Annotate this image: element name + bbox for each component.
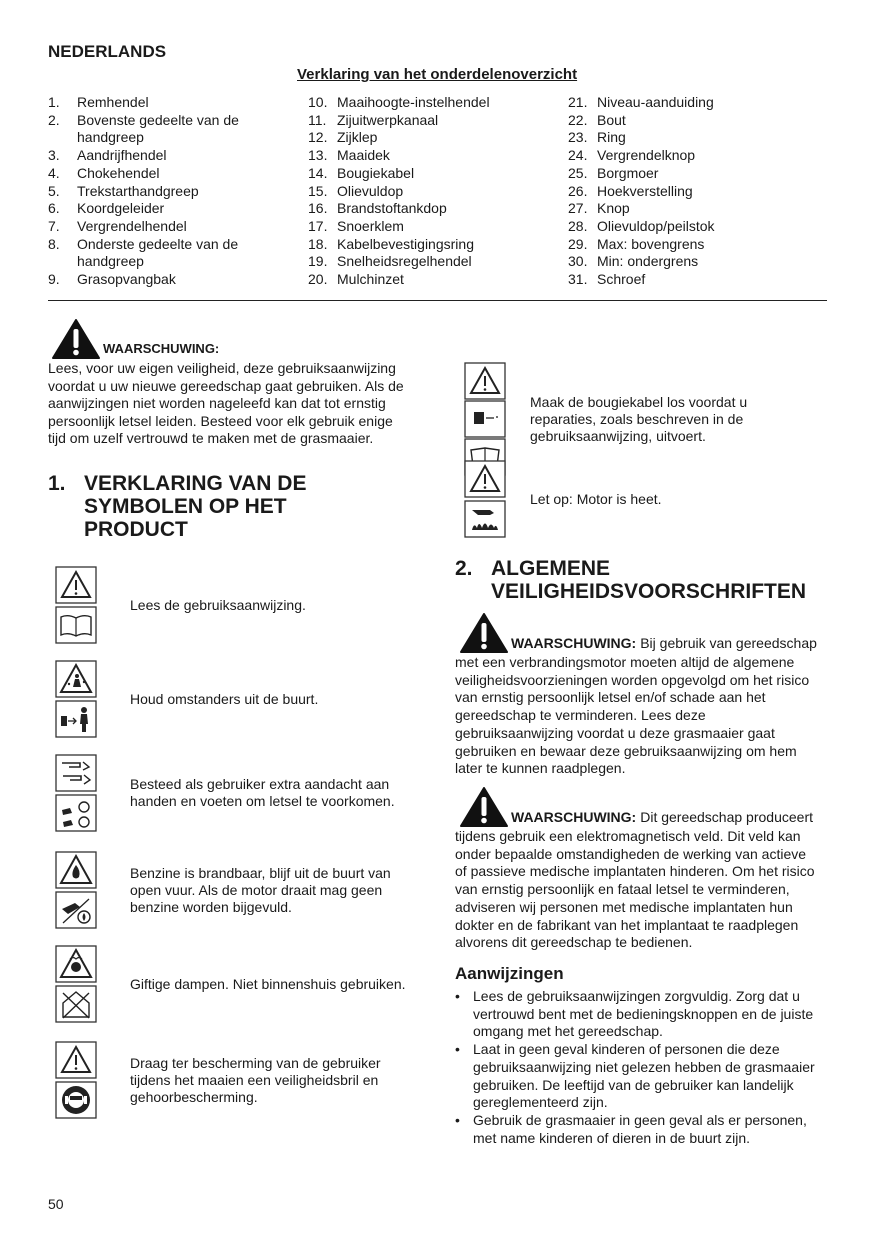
- text-line: open vuur. Als de motor draait mag geen: [130, 881, 383, 898]
- part-name: [337, 253, 472, 271]
- warning-triangle-icon: [464, 460, 506, 498]
- part-name-line: Brandstoftankdop: [337, 200, 447, 217]
- list-item-text: [473, 1112, 807, 1147]
- part-name: [77, 271, 176, 289]
- warning-triangle-icon: [464, 362, 506, 400]
- part-name: [597, 183, 693, 201]
- spark-plug-icon: [464, 400, 506, 438]
- part-name-line: Borgmoer: [597, 164, 659, 181]
- text-line: SYMBOLEN OP HET: [84, 495, 287, 518]
- warning-triangle-icon: [455, 786, 509, 828]
- warning-triangle-icon: [51, 318, 101, 360]
- parts-list-item: [568, 271, 798, 289]
- part-name: [77, 200, 164, 218]
- symbol-description: [130, 691, 430, 708]
- text-line: Benzine is brandbaar, blijf uit de buurt van: [130, 864, 391, 881]
- symbol-row-toxic-fumes: [55, 945, 430, 1023]
- text-line: VEILIGHEIDSVOORSCHRIFTEN: [491, 580, 807, 603]
- warning-label: WAARSCHUWING:: [511, 809, 637, 826]
- text-line: gebruiken en bewaar deze gebruiksaanwijzing om hem: [455, 742, 797, 759]
- part-number: 15.: [308, 182, 328, 199]
- part-name-line: Bout: [597, 111, 626, 128]
- section-title: [84, 472, 306, 541]
- parts-list-item: [568, 218, 798, 236]
- part-number: 20.: [308, 271, 328, 288]
- parts-list-column-1: [48, 94, 268, 289]
- parts-list-item: [568, 112, 798, 130]
- parts-list-column-2: [308, 94, 538, 289]
- part-name-line: Vergrendelknop: [597, 147, 696, 164]
- divider-line: [48, 300, 827, 301]
- part-number: 21.: [568, 94, 588, 110]
- parts-list-item: [48, 165, 268, 183]
- text-line: Houd omstanders uit de buurt.: [130, 690, 319, 707]
- part-name: [597, 236, 704, 254]
- part-name-line: Bovenste gedeelte van de: [77, 111, 239, 128]
- part-number: 28.: [568, 217, 588, 234]
- symbol-description: [130, 976, 430, 993]
- text-line: tijdens het maaien een veiligheidsbril en: [130, 1071, 379, 1088]
- part-name-line: Snelheidsregelhendel: [337, 253, 472, 270]
- text-line: later te kunnen raadplegen.: [455, 760, 626, 777]
- text-line: vertrouwd bent met de bedieningsknoppen en de juiste: [473, 1005, 814, 1022]
- symbol-description: [130, 1055, 430, 1106]
- part-name: [77, 147, 167, 165]
- text-line: tijdens gebruik een elektromagnetisch veld. Dit veld kan: [455, 828, 801, 844]
- parts-overview-title: Verklaring van het onderdelenoverzicht: [297, 66, 578, 83]
- part-number: 23.: [568, 129, 588, 146]
- part-name-line: Maaihoogte-instelhendel: [337, 94, 490, 110]
- text-line: tijd om uzelf vertrouwd te maken met de grasmaaier.: [48, 430, 374, 447]
- text-line: Lees de gebruiksaanwijzing.: [130, 596, 306, 613]
- part-name: [337, 271, 404, 289]
- intro-warning-text: [48, 360, 418, 448]
- part-name-line: handgreep: [77, 129, 144, 146]
- toxic-fumes-icon: [55, 945, 97, 983]
- page-number: 50: [48, 1196, 64, 1212]
- intro-warning: [48, 318, 418, 448]
- parts-list-item: [308, 183, 538, 201]
- part-number: 14.: [308, 164, 328, 181]
- part-name: [597, 271, 645, 289]
- text-line: persoonlijk letsel leiden. Besteed voor elk gebruik enige: [48, 412, 393, 429]
- bullet-icon: •: [455, 988, 460, 1004]
- part-name: [337, 165, 414, 183]
- part-number: 11.: [308, 111, 327, 128]
- parts-list-item: [308, 253, 538, 271]
- text-line: van ernstig persoonlijk en fataal letsel te verminderen,: [455, 881, 790, 898]
- part-number: 19.: [308, 253, 328, 270]
- part-number: 8.: [48, 235, 60, 252]
- text-line: Draag ter bescherming van de gebruiker: [130, 1054, 381, 1071]
- text-line: PRODUCT: [84, 518, 188, 541]
- part-number: 17.: [308, 217, 328, 234]
- part-name-line: Max: bovengrens: [597, 235, 705, 252]
- hot-surface-icon: [464, 500, 506, 538]
- parts-list-item: [308, 94, 538, 112]
- section-2-heading: [455, 557, 835, 607]
- text-line: alvorens dit gereedschap te bedienen.: [455, 934, 693, 951]
- parts-list-item: [48, 271, 268, 289]
- part-name-line: Hoekverstelling: [597, 182, 693, 199]
- list-item: [455, 1041, 835, 1112]
- section-number: 2.: [455, 557, 473, 580]
- text-line: Lees, voor uw eigen veiligheid, deze gebruiksaanwijzing: [48, 360, 396, 376]
- text-line: Giftige dampen. Niet binnenshuis gebruiken.: [130, 975, 406, 992]
- part-name: [337, 94, 490, 112]
- text-line: omgang met het gereedschap.: [473, 1023, 663, 1040]
- no-refuel-icon: [55, 891, 97, 929]
- text-line: aanwijzingen niet worden nageleefd kan dat tot ernstig: [48, 395, 386, 412]
- manual-book-icon: [55, 606, 97, 644]
- part-name-line: Zijklep: [337, 129, 378, 146]
- part-number: 6.: [48, 200, 60, 217]
- parts-list-item: [308, 218, 538, 236]
- text-line: met name kinderen of dieren in de buurt zijn.: [473, 1129, 751, 1146]
- text-line: ALGEMENE: [491, 557, 611, 580]
- part-name: [337, 183, 403, 201]
- part-name-line: Aandrijfhendel: [77, 147, 167, 164]
- text-line: Let op: Motor is heet.: [530, 490, 662, 507]
- list-item-text: [473, 1041, 815, 1112]
- part-number: 13.: [308, 147, 328, 164]
- text-line: van ernstig persoonlijk letsel en/of schade aan het: [455, 689, 766, 706]
- text-line: of passieve medische implantaten hinderen. Om het risico: [455, 863, 815, 880]
- parts-list-item: [568, 94, 798, 112]
- part-name-line: Chokehendel: [77, 164, 160, 181]
- symbol-row-protection: [55, 1041, 430, 1119]
- part-number: 22.: [568, 111, 588, 128]
- text-line: Lees de gebruiksaanwijzingen zorgvuldig. Zorg dat u: [473, 988, 800, 1004]
- part-name-line: Grasopvangbak: [77, 271, 176, 288]
- parts-list-item: [48, 200, 268, 218]
- bullet-icon: •: [455, 1111, 460, 1128]
- part-number: 25.: [568, 164, 588, 181]
- parts-list-item: [568, 200, 798, 218]
- part-name: [597, 129, 626, 147]
- parts-list-item: [308, 112, 538, 130]
- text-line: adviseren wij personen met medische implantaten hun: [455, 898, 793, 915]
- part-name-line: Ring: [597, 129, 626, 146]
- parts-list-item: [48, 236, 268, 271]
- part-name-line: Bougiekabel: [337, 164, 415, 181]
- parts-list-item: [568, 183, 798, 201]
- instructions-heading: Aanwijzingen: [455, 964, 564, 983]
- parts-list-item: [308, 147, 538, 165]
- part-name: [597, 218, 715, 236]
- part-name: [77, 112, 239, 147]
- text-line: gebruiken. De leeftijd van de gebruiker kan landelijk: [473, 1076, 794, 1093]
- part-name: [77, 165, 160, 183]
- warning-text-first: Bij gebruik van gereedschap: [640, 635, 817, 652]
- fire-warning-icon: [55, 851, 97, 889]
- thrown-objects-icon: [55, 660, 97, 698]
- part-number: 18.: [308, 235, 328, 252]
- parts-list-item: [308, 236, 538, 254]
- part-name-line: Olievuldop: [337, 182, 404, 199]
- part-number: 2.: [48, 111, 60, 128]
- part-name: [337, 112, 438, 130]
- section-1-heading: [48, 472, 378, 544]
- text-line: gereedschap te verminderen. Lees deze: [455, 707, 706, 724]
- text-line: benzine worden bijgevuld.: [130, 898, 292, 915]
- text-line: gebruiksaanwijzing niet gelezen hebben de grasmaaier: [473, 1058, 815, 1075]
- part-name-line: Trekstarthandgreep: [77, 182, 199, 199]
- parts-list-item: [48, 112, 268, 147]
- part-name: [597, 253, 698, 271]
- part-name: [597, 147, 695, 165]
- part-name: [597, 165, 658, 183]
- part-number: 29.: [568, 235, 588, 252]
- symbol-description: [130, 865, 430, 916]
- warning-triangle-icon: [455, 612, 509, 654]
- parts-list-item: [308, 165, 538, 183]
- part-name-line: Schroef: [597, 271, 646, 288]
- language-heading: NEDERLANDS: [48, 42, 167, 61]
- part-number: 26.: [568, 182, 588, 199]
- part-number: 7.: [48, 217, 60, 234]
- section-title: [491, 557, 806, 603]
- warning-triangle-icon: [55, 566, 97, 604]
- part-name: [337, 129, 377, 147]
- part-number: 5.: [48, 182, 60, 199]
- parts-list-item: [48, 218, 268, 236]
- list-item: [455, 1112, 835, 1147]
- parts-list-item: [308, 129, 538, 147]
- parts-list-item: [308, 271, 538, 289]
- warning-text-first: Dit gereedschap produceert: [640, 809, 813, 826]
- text-line: handen en voeten om letsel te voorkomen.: [130, 793, 395, 809]
- part-number: 3.: [48, 147, 60, 164]
- part-name: [77, 183, 199, 201]
- instructions-list: [455, 988, 835, 1147]
- part-number: 12.: [308, 129, 328, 146]
- emf-warning: [455, 786, 830, 952]
- part-name-line: Mulchinzet: [337, 271, 404, 288]
- parts-list-item: [568, 253, 798, 271]
- text-line: gehoorbescherming.: [130, 1088, 258, 1105]
- ear-eye-protection-icon: [55, 1081, 97, 1119]
- parts-list-item: [568, 165, 798, 183]
- text-line: Laat in geen geval kinderen of personen die deze: [473, 1041, 780, 1058]
- part-name: [597, 112, 626, 130]
- text-line: reparaties, zoals beschreven in de: [530, 410, 744, 427]
- symbol-row-read-manual: [55, 566, 430, 644]
- hand-cut-icon: [55, 754, 97, 792]
- part-name: [337, 200, 447, 218]
- section-number: 1.: [48, 472, 66, 495]
- part-number: 10.: [308, 94, 328, 110]
- part-name-line: Niveau-aanduiding: [597, 94, 714, 110]
- symbol-description: [530, 491, 790, 508]
- part-name-line: Koordgeleider: [77, 200, 165, 217]
- symbol-description: [530, 394, 790, 445]
- part-name: [77, 218, 187, 236]
- text-line: gereglementeerd zijn.: [473, 1094, 608, 1111]
- symbol-row-hands-feet: [55, 754, 430, 832]
- text-line: dokter en de fabrikant van het implantaat te raadplegen: [455, 916, 799, 933]
- text-line: Maak de bougiekabel los voordat u: [530, 393, 748, 410]
- parts-list-item: [48, 183, 268, 201]
- parts-list-item: [568, 147, 798, 165]
- part-name: [337, 218, 404, 236]
- part-name: [597, 200, 630, 218]
- part-name: [597, 94, 714, 112]
- parts-list-item: [568, 236, 798, 254]
- symbol-description: [130, 597, 430, 614]
- foot-blade-icon: [55, 794, 97, 832]
- parts-list-item: [48, 147, 268, 165]
- keep-distance-icon: [55, 700, 97, 738]
- part-number: 30.: [568, 253, 588, 270]
- parts-list-column-3: [568, 94, 798, 289]
- symbol-description: [130, 776, 430, 810]
- part-name-line: Onderste gedeelte van de: [77, 235, 239, 252]
- part-name-line: Knop: [597, 200, 630, 217]
- no-indoor-use-icon: [55, 985, 97, 1023]
- text-line: met een verbrandingsmotor moeten altijd de algemene: [455, 654, 795, 670]
- part-number: 4.: [48, 164, 60, 181]
- parts-list-item: [308, 200, 538, 218]
- part-name-line: Snoerklem: [337, 217, 404, 234]
- part-name-line: Olievuldop/peilstok: [597, 217, 715, 234]
- text-line: voordat u uw nieuwe gereedschap gaat gebruiken. Als de: [48, 377, 404, 394]
- part-number: 1.: [48, 94, 60, 110]
- part-name-line: Remhendel: [77, 94, 149, 110]
- part-number: 16.: [308, 200, 328, 217]
- part-number: 9.: [48, 271, 60, 288]
- text-line: Gebruik de grasmaaier in geen geval als er personen,: [473, 1111, 807, 1128]
- warning-text: [455, 654, 830, 778]
- part-number: 24.: [568, 147, 588, 164]
- text-line: onder bepaalde omstandigheden de werking van actieve: [455, 845, 807, 862]
- warning-label: WAARSCHUWING:: [511, 635, 637, 652]
- bullet-icon: •: [455, 1041, 460, 1058]
- text-line: Besteed als gebruiker extra aandacht aan: [130, 776, 390, 792]
- text-line: veiligheidsvoorzieningen worden opgevolgd om het risico: [455, 671, 810, 688]
- list-item-text: [473, 988, 813, 1041]
- general-safety-warning: [455, 612, 830, 778]
- part-name-line: Zijuitwerpkanaal: [337, 111, 439, 128]
- warning-triangle-icon: [55, 1041, 97, 1079]
- symbol-row-petrol-fire: [55, 851, 430, 929]
- part-name-line: Vergrendelhendel: [77, 217, 187, 234]
- part-number: 31.: [568, 271, 588, 288]
- part-number: 27.: [568, 200, 588, 217]
- part-name: [77, 94, 149, 112]
- warning-label: WAARSCHUWING:: [103, 341, 220, 357]
- part-name: [77, 236, 238, 271]
- text-line: gebruiksaanwijzing voordat u deze grasmaaier gaat: [455, 724, 775, 741]
- part-name-line: Min: ondergrens: [597, 253, 699, 270]
- parts-list-item: [48, 94, 268, 112]
- text-line: VERKLARING VAN DE: [84, 472, 307, 495]
- part-name: [337, 236, 474, 254]
- warning-text: [455, 828, 830, 952]
- part-name-line: Kabelbevestigingsring: [337, 235, 474, 252]
- part-name-line: Maaidek: [337, 147, 390, 164]
- part-name-line: handgreep: [77, 253, 144, 270]
- parts-list-item: [568, 129, 798, 147]
- symbol-row-bystanders: [55, 660, 430, 738]
- part-name: [337, 147, 390, 165]
- symbol-row-spark-plug: [464, 362, 790, 476]
- symbol-row-hot-engine: [464, 460, 790, 538]
- text-line: gebruiksaanwijzing, uitvoert.: [530, 427, 706, 444]
- list-item: [455, 988, 835, 1041]
